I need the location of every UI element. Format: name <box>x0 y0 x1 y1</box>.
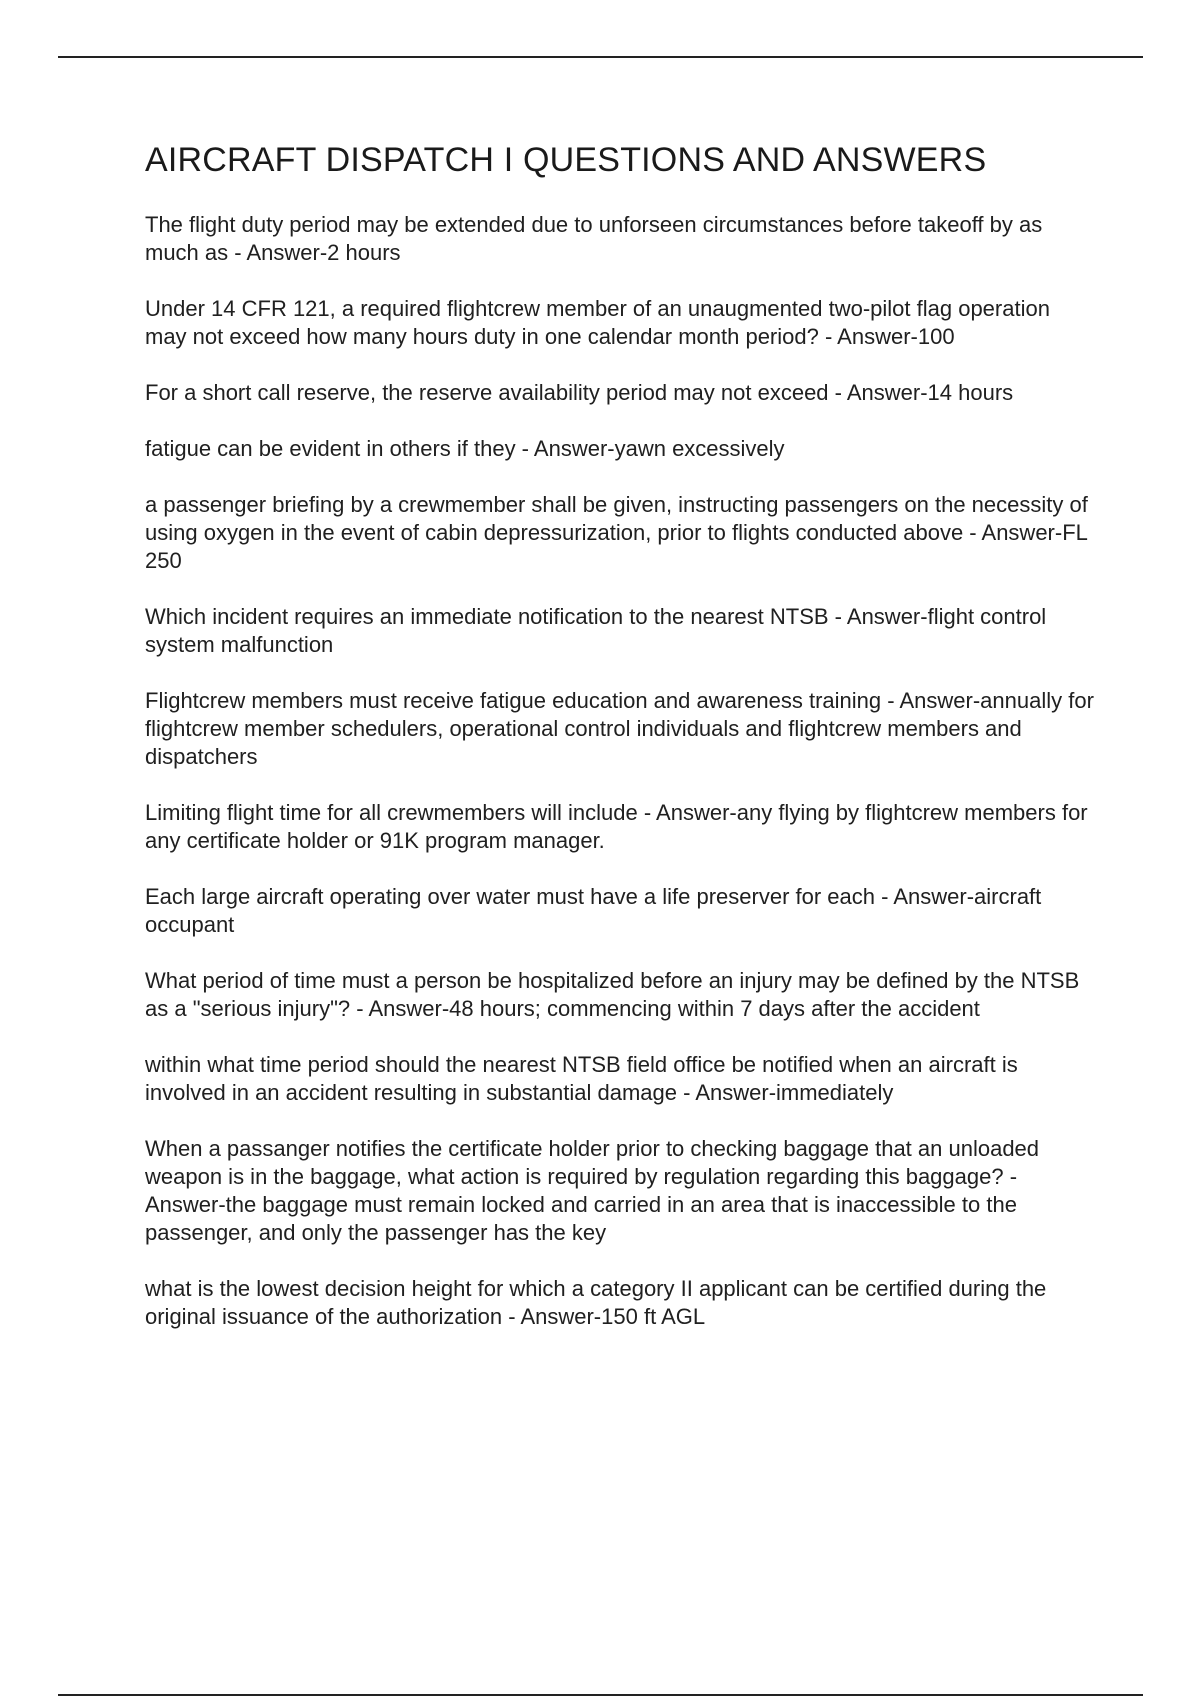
qa-item: a passenger briefing by a crewmember shall be given, instructing passengers on the necessity of using oxygen in the event of cabin depressurization, prior to flights conducted above - Answer-FL 250 <box>145 491 1088 573</box>
page-title: AIRCRAFT DISPATCH I QUESTIONS AND ANSWERS <box>145 141 987 179</box>
top-rule <box>58 56 1143 58</box>
qa-item: Flightcrew members must receive fatigue education and awareness training - Answer-annually for flightcrew member schedulers, operational control individuals and flightcrew members and dispatchers <box>145 687 1094 769</box>
qa-item: When a passanger notifies the certificate holder prior to checking baggage that an unloaded weapon is in the baggage, what action is required by regulation regarding this baggage? - Answer-the baggage must remain locked and carried in an area that is inaccessible to the passenger, and only the passenger has the key <box>145 1135 1040 1245</box>
qa-item: fatigue can be evident in others if they - Answer-yawn excessively <box>145 435 785 461</box>
qa-item: within what time period should the nearest NTSB field office be notified when an aircraft is involved in an accident resulting in substantial damage - Answer-immediately <box>145 1051 1018 1105</box>
qa-item: Which incident requires an immediate notification to the nearest NTSB - Answer-flight control system malfunction <box>145 603 1047 657</box>
document-body <box>145 140 1095 1359</box>
qa-item: what is the lowest decision height for which a category II applicant can be certified during the original issuance of the authorization - Answer-150 ft AGL <box>145 1275 1047 1329</box>
qa-item: Under 14 CFR 121, a required flightcrew member of an unaugmented two-pilot flag operation may not exceed how many hours duty in one calendar month period? - Answer-100 <box>145 295 1050 349</box>
qa-item: The flight duty period may be extended due to unforseen circumstances before takeoff by as much as - Answer-2 hours <box>145 211 1043 265</box>
qa-list <box>145 211 1095 1331</box>
bottom-rule <box>58 1694 1143 1696</box>
qa-item: Each large aircraft operating over water must have a life preserver for each - Answer-aircraft occupant <box>145 883 1042 937</box>
qa-item: Limiting flight time for all crewmembers will include - Answer-any flying by flightcrew members for any certificate holder or 91K program manager. <box>145 799 1088 853</box>
qa-item: What period of time must a person be hospitalized before an injury may be defined by the NTSB as a "serious injury"? - Answer-48 hours; commencing within 7 days after the accident <box>145 967 1080 1021</box>
qa-item: For a short call reserve, the reserve availability period may not exceed - Answer-14 hours <box>145 379 1014 405</box>
